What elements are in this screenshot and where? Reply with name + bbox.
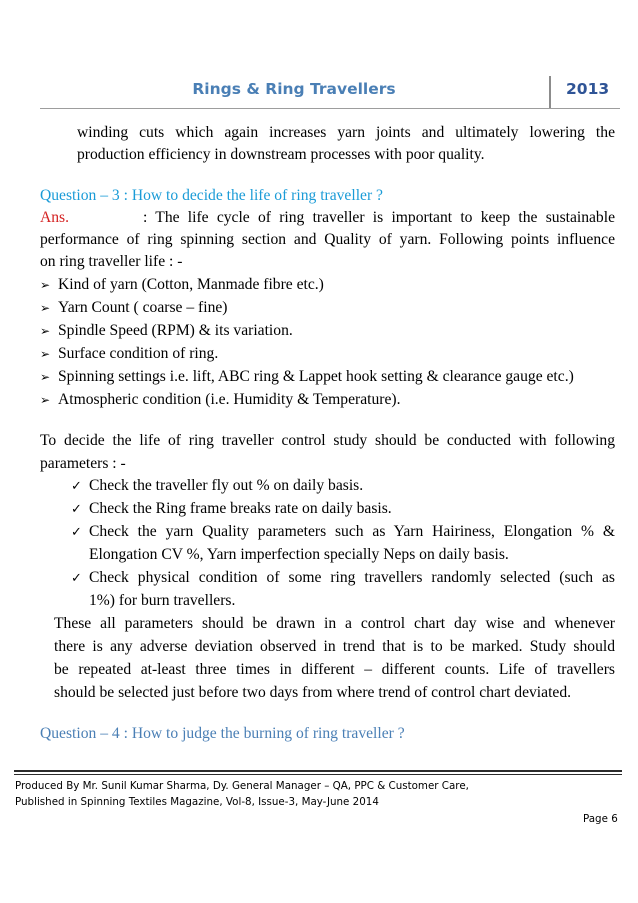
check-item xyxy=(71,499,392,520)
checkmark-icon: ✓ xyxy=(71,502,82,517)
arrow-bullet-icon: ➢ xyxy=(40,370,51,384)
check-text: Check the Ring frame breaks rate on daily basis. xyxy=(89,500,392,517)
check-item xyxy=(71,476,363,497)
bullet-text: Surface condition of ring. xyxy=(58,345,219,362)
header-year: 2013 xyxy=(566,80,610,98)
checkmark-icon: ✓ xyxy=(71,571,82,586)
study-line-1: To decide the life of ring traveller control study should be conducted with following xyxy=(40,432,615,449)
check-item xyxy=(71,568,615,589)
page-header xyxy=(40,76,620,110)
check-text-continuation: 1%) for burn travellers. xyxy=(89,592,236,609)
question-4-heading: Question – 4 : How to judge the burning of ring traveller ? xyxy=(40,725,405,742)
bullet-text: Yarn Count ( coarse – fine) xyxy=(58,299,228,316)
bullet-item xyxy=(40,367,574,387)
check-text: Check physical condition of some ring travellers randomly selected (such as xyxy=(89,569,615,586)
paragraph-line-3: be repeated at-least three times in different – different counts. Life of travellers xyxy=(54,661,615,678)
bullet-item xyxy=(40,275,324,295)
continuation-line-1: winding cuts which again increases yarn joints and ultimately lowering the xyxy=(77,124,615,141)
arrow-bullet-icon: ➢ xyxy=(40,393,51,407)
header-rule xyxy=(40,108,620,109)
arrow-bullet-icon: ➢ xyxy=(40,324,51,338)
footer-credit-line: Produced By Mr. Sunil Kumar Sharma, Dy. General Manager – QA, PPC & Customer Care, xyxy=(15,780,469,792)
bullet-text: Spindle Speed (RPM) & its variation. xyxy=(58,322,293,339)
answer-label: Ans. xyxy=(40,209,70,226)
arrow-bullet-icon: ➢ xyxy=(40,347,51,361)
checkmark-icon: ✓ xyxy=(71,479,82,494)
check-text: Check the yarn Quality parameters such as Yarn Hairiness, Elongation % & xyxy=(89,523,615,540)
answer-line-1: : The life cycle of ring traveller is important to keep the sustainable xyxy=(143,209,615,226)
question-3-heading: Question – 3 : How to decide the life of ring traveller ? xyxy=(40,187,383,204)
page-number: Page 6 xyxy=(583,813,618,825)
bullet-text: Spinning settings i.e. lift, ABC ring & Lappet hook setting & clearance gauge etc.) xyxy=(58,368,574,385)
answer-line-3: on ring traveller life : - xyxy=(40,253,183,270)
check-item xyxy=(71,522,615,543)
header-divider xyxy=(549,76,551,108)
paragraph-line-4: should be selected just before two days from where trend of control chart deviated. xyxy=(54,684,572,701)
header-title: Rings & Ring Travellers xyxy=(192,80,396,98)
paragraph-line-2: there is any adverse deviation observed in trend that is to be marked. Study should xyxy=(54,638,615,655)
bullet-item xyxy=(40,344,218,364)
arrow-bullet-icon: ➢ xyxy=(40,278,51,292)
arrow-bullet-icon: ➢ xyxy=(40,301,51,315)
bullet-text: Kind of yarn (Cotton, Manmade fibre etc.) xyxy=(58,276,324,293)
study-line-2: parameters : - xyxy=(40,455,126,472)
answer-line-2: performance of ring spinning section and Quality of yarn. Following points influence xyxy=(40,231,615,248)
checkmark-icon: ✓ xyxy=(71,525,82,540)
bullet-text: Atmospheric condition (i.e. Humidity & Temperature). xyxy=(58,391,401,408)
continuation-line-2: production efficiency in downstream processes with poor quality. xyxy=(77,146,485,163)
bullet-item xyxy=(40,298,227,318)
bullet-item xyxy=(40,321,293,341)
footer-rule-thin xyxy=(14,774,622,775)
check-text-continuation: Elongation CV %, Yarn imperfection specially Neps on daily basis. xyxy=(89,546,509,563)
check-text: Check the traveller fly out % on daily basis. xyxy=(89,477,364,494)
bullet-item xyxy=(40,390,400,410)
paragraph-line-1: These all parameters should be drawn in a control chart day wise and whenever xyxy=(54,615,615,632)
footer-publication-line: Published in Spinning Textiles Magazine, Vol-8, Issue-3, May-June 2014 xyxy=(15,796,379,808)
footer-rule xyxy=(14,770,622,772)
